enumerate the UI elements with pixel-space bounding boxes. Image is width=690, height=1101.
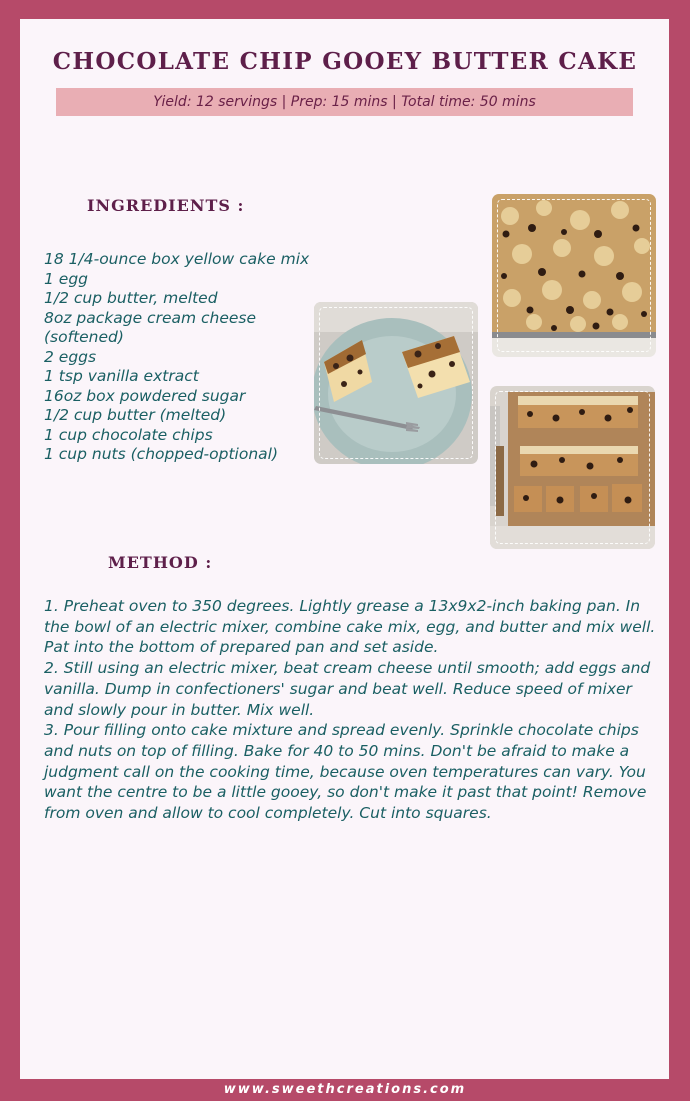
ingredient-item: 1 egg (44, 269, 89, 288)
recipe-title: CHOCOLATE CHIP GOOEY BUTTER CAKE (52, 48, 638, 75)
board-photo-art (490, 386, 655, 549)
board-photo (490, 386, 655, 549)
ingredient-item: 8oz package cream cheese (softened) (44, 308, 257, 346)
method-steps (44, 596, 656, 824)
recipe-card (20, 19, 669, 1079)
ingredient-item: 16oz box powdered sugar (44, 386, 246, 405)
plate-photo-art (314, 302, 478, 464)
ingredient-item: 1/2 cup butter, melted (44, 289, 218, 307)
pan-photo-art (492, 194, 656, 357)
ingredient-item: 18 1/4-ounce box yellow cake mix (44, 250, 310, 268)
ingredient-item: 1/2 cup butter (melted) (44, 406, 227, 424)
method-step: 1. Preheat oven to 350 degrees. Lightly grease a 13x9x2-inch baking pan. In the bowl of an electric mixer, combine cake mix, egg, and butter and mix well. Pat into the bottom of prepared pan and set aside. (44, 597, 656, 657)
ingredient-item: 1 cup chocolate chips (44, 425, 213, 444)
ingredient-item: 2 eggs (44, 347, 97, 366)
ingredients-list (44, 250, 316, 465)
method-step: 3. Pour filling onto cake mixture and spread evenly. Sprinkle chocolate chips and nuts on top of filling. Bake for 40 to 50 mins. Don't be afraid to make a judgment call on the cooking time, because oven temperatures can vary. You want the centre to be a little gooey, so don't make it past that point! Remove from oven and allow to cool completely. Cut into squares. (44, 721, 647, 823)
method-heading: METHOD : (108, 553, 213, 572)
ingredients-heading: INGREDIENTS : (87, 196, 245, 215)
pan-photo (492, 194, 656, 357)
yield-banner: Yield: 12 servings | Prep: 15 mins | Total time: 50 mins (56, 88, 633, 116)
ingredient-item: 1 tsp vanilla extract (44, 367, 199, 385)
method-step: 2. Still using an electric mixer, beat cream cheese until smooth; add eggs and vanilla. Dump in confectioners' sugar and beat well. Reduce speed of mixer and slowly pour in butter. Mix well. (44, 659, 651, 719)
website-footer[interactable]: www.sweethcreations.com (223, 1082, 467, 1097)
ingredient-item: 1 cup nuts (chopped-optional) (44, 445, 279, 463)
plate-photo (314, 302, 478, 464)
